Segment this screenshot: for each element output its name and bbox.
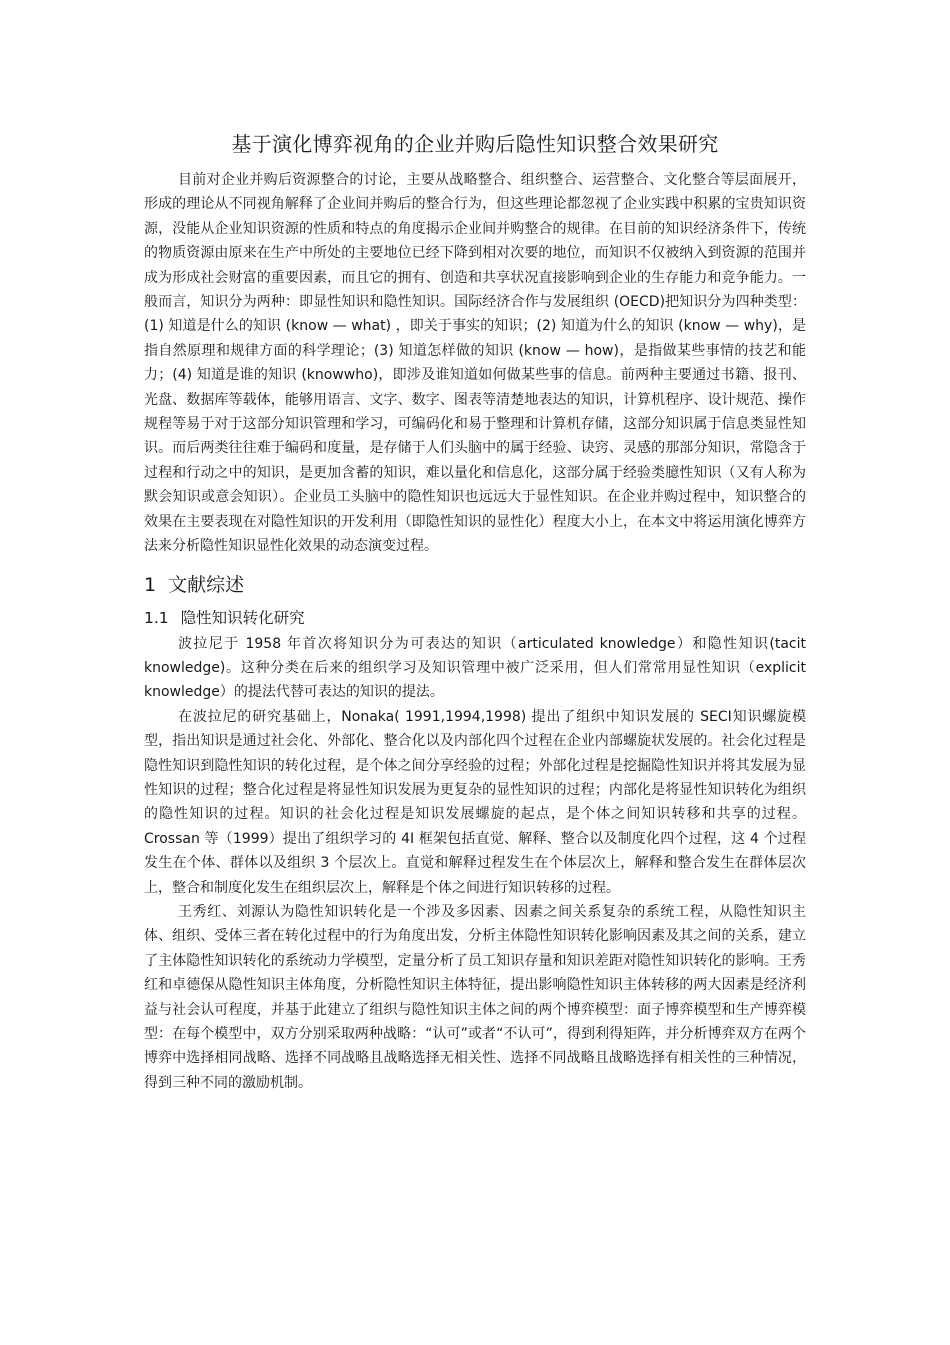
body-paragraph-nonaka: 在波拉尼的研究基础上，Nonaka( 1991,1994,1998) 提出了组织中知识发展的 SECI知识螺旋模型，指出知识是通过社会化、外部化、整合化以及内部化四个过程在企业内部螺旋状发展的。社会化过程是隐性知识到隐性知识的转化过程，是个体之间分享经验的过程；外部化过程是挖掘隐性知识并将其发展为显性知识的过程；整合化过程是将显性知识发展为更复杂的显性知识的过程；内部化是将显性知识转化为组织的隐性知识的过程。知识的社会化过程是知识发展螺旋的起点，是个体之间知识转移和共享的过程。Crossan 等（1999）提出了组织学习的 4I 框架包括直觉、解释、整合以及制度化四个过程，这 4 个过程发生在个体、群体以及组织 3 个层次上。直觉和解释过程发生在个体层次上，解释和整合发生在群体层次上，整合和制度化发生在组织层次上，解释是个体之间进行知识转移的过程。 [144,708,806,896]
subsection-number: 1.1 [144,608,169,627]
section-heading-1 [144,571,806,599]
body-paragraph-polanyi: 波拉尼于 1958 年首次将知识分为可表达的知识（articulated knowledge）和隐性知识(tacit knowledge)。这种分类在后来的组织学习及知识管理中被广泛采用，但人们常常用显性知识（explicit knowledge）的提法代替可表达的知识的提法。 [144,635,806,701]
section-number: 1 [144,573,157,596]
section-title: 文献综述 [168,573,245,596]
document-body [144,168,806,1095]
body-paragraph-wang: 王秀红、刘源认为隐性知识转化是一个涉及多因素、因素之间关系复杂的系统工程，从隐性知识主体、组织、受体三者在转化过程中的行为角度出发，分析主体隐性知识转化影响因素及其之间的关系，建立了主体隐性知识转化的系统动力学模型，定量分析了员工知识存量和知识差距对隐性知识转化的影响。王秀红和卓德保从隐性知识主体角度，分析隐性知识主体特征，提出影响隐性知识主体转移的两大因素是经济利益与社会认可程度，并基于此建立了组织与隐性知识主体之间的两个博弈模型：面子博弈模型和生产博弈模型：在每个模型中，双方分别采取两种战略：“认可”或者“不认可”，得到利得矩阵，并分析博弈双方在两个博弈中选择相同战略、选择不同战略且战略选择无相关性、选择不同战略且战略选择有相关性的三种情况，得到三种不同的激励机制。 [144,903,806,1091]
intro-paragraph: 目前对企业并购后资源整合的讨论，主要从战略整合、组织整合、运营整合、文化整合等层面展开，形成的理论从不同视角解释了企业间并购后的整合行为，但这些理论都忽视了企业实践中积累的宝贵知识资源，没能从企业知识资源的性质和特点的角度揭示企业间并购整合的规律。在目前的知识经济条件下，传统的物质资源由原来在生产中所处的主要地位已经下降到相对次要的地位，而知识不仅被纳入到资源的范围并成为形成社会财富的重要因素，而且它的拥有、创造和共享状况直接影响到企业的生存能力和竞争能力。一般而言，知识分为两种：即显性知识和隐性知识。国际经济合作与发展组织 (OECD)把知识分为四种类型：(1) 知道是什么的知识 (know — what) ，即关于事实的知识；(2) 知道为什么的知识 (know — why)，是指自然原理和规律方面的科学理论；(3) 知道怎样做的知识 (know — how)，是指做某些事情的技艺和能力；(4) 知道是谁的知识 (knowwho)，即涉及谁知道如何做某些事的信息。前两种主要通过书籍、报刊、光盘、数据库等载体，能够用语言、文字、数字、图表等清楚地表达的知识，计算机程序、设计规范、操作规程等易于对于这部分知识管理和学习，可编码化和易于整理和计算机存储，这部分知识属于信息类显性知识。而后两类往往难于编码和度量，是存储于人们头脑中的属于经验、诀窍、灵感的那部分知识，常隐含于过程和行动之中的知识，是更加含蓄的知识，难以量化和信息化，这部分属于经验类臆性知识（又有人称为默会知识或意会知识）。企业员工头脑中的隐性知识也远远大于显性知识。在企业并购过程中，知识整合的效果在主要表现在对隐性知识的开发利用（即隐性知识的显性化）程度大小上，在本文中将运用演化博弈方法来分析隐性知识显性化效果的动态演变过程。 [144,172,806,555]
subsection-heading-1-1 [144,606,806,630]
subsection-title: 隐性知识转化研究 [180,608,305,627]
paper-title: 基于演化博弈视角的企业并购后隐性知识整合效果研究 [231,132,719,156]
